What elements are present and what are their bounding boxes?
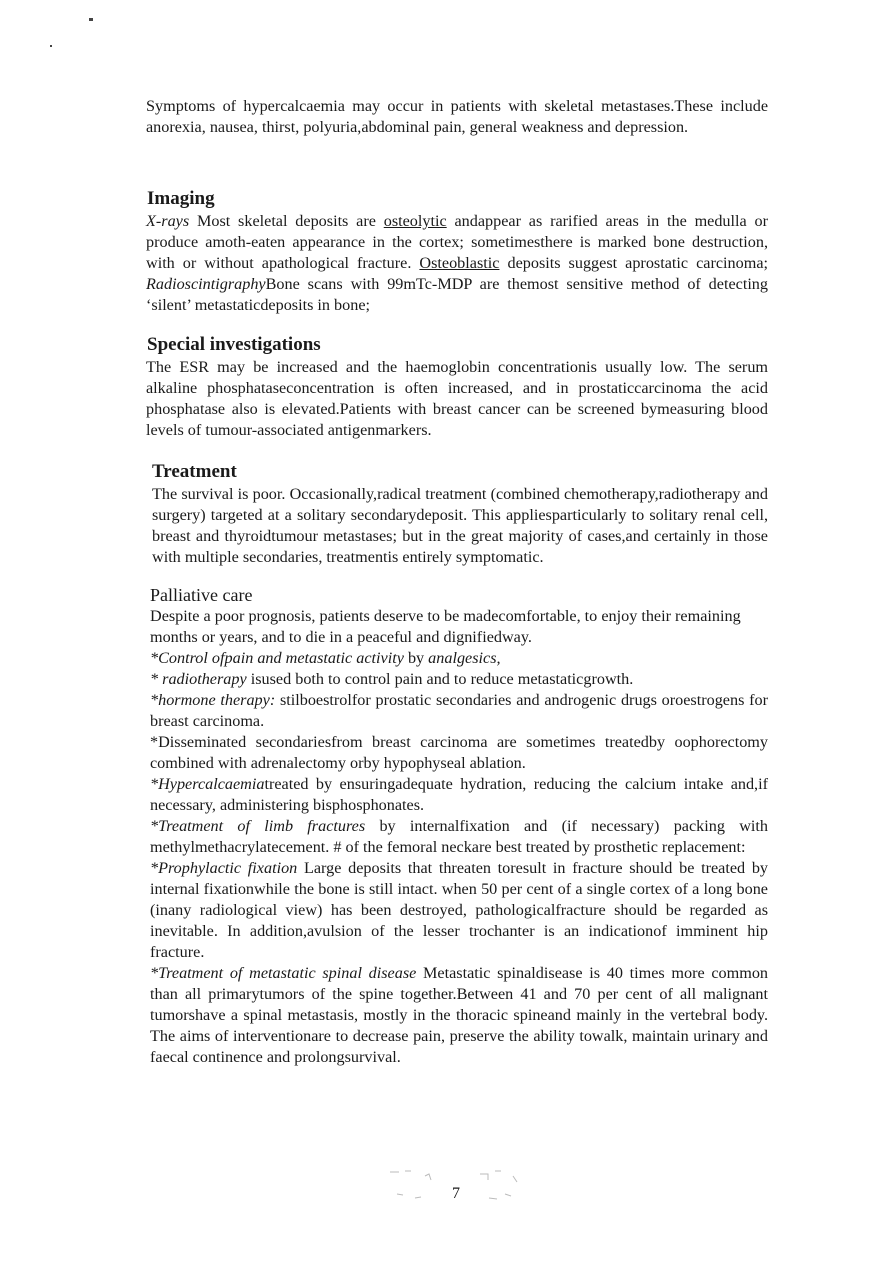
spinal-disease-item — [150, 963, 768, 1068]
radiotherapy-italic: * radiotherapy — [150, 670, 247, 688]
special-investigations-heading: Special investigations — [147, 334, 321, 355]
prophylactic-italic: *Prophylactic fixation — [150, 859, 298, 877]
treatment-section — [152, 461, 768, 568]
limb-fractures-italic: *Treatment of limb fractures — [150, 817, 366, 835]
imaging-text-1: Most skeletal deposits are — [189, 212, 384, 230]
limb-fractures-text: by internalfixation and (if necessary) packing with methylmethacrylatecement. # of the femoral neckare best treated by prosthetic replacement: — [150, 817, 768, 856]
treatment-heading: Treatment — [152, 461, 237, 482]
special-investigations-paragraph: The ESR may be increased and the haemoglobin concentrationis usually low. The serum alkaline phosphataseconcentration is often increased, and in prostaticcarcinoma the acid phosphatase also is elevated.Patients with breast cancer can be screened bymeasuring blood levels of tumour-associated antigenmarkers. — [146, 358, 768, 439]
special-investigations-section — [146, 334, 768, 441]
imaging-text-2: andappear as rarified areas in the medulla or produce amoth-eaten appearance in the cortex; sometimesthere is marked bone destruction, with or without apathological fracture. — [146, 212, 768, 272]
scan-speck — [89, 18, 93, 21]
palliative-section — [150, 584, 768, 1068]
page-number: 7 — [452, 1185, 460, 1202]
hypercalcaemia-text: treated by ensuringadequate hydration, reducing the calcium intake and,if necessary, administering bisphosphonates. — [150, 775, 768, 814]
disseminated-item: *Disseminated secondariesfrom breast carcinoma are sometimes treatedby oophorectomy combined with adrenalectomy orby hypophyseal ablation. — [150, 733, 768, 772]
osteolytic-term: osteolytic — [383, 212, 447, 230]
hormone-italic: *hormone therapy: — [150, 691, 276, 709]
imaging-section — [146, 188, 768, 316]
radiotherapy-item — [150, 669, 768, 690]
imaging-text-4: Bone scans with 99mTc-MDP are themost sensitive method of detecting ‘silent’ metastaticdeposits in bone; — [146, 275, 768, 314]
control-item — [150, 648, 768, 669]
prophylactic-text: Large deposits that threaten toresult in fracture should be treated by internal fixationwhile the bone is still intact. when 50 per cent of a single cortex of a long bone (inany radiological view) has been destroyed, pathologicalfracture should be regarded as inevitable. In addition,avulsion of the lesser trochanter is an indicationof imminent hip fracture. — [150, 859, 769, 961]
intro-section — [146, 96, 768, 138]
hormone-item — [150, 690, 768, 732]
spinal-disease-text: Metastatic spinaldisease is 40 times more common than all primarytumors of the spine together.Between 41 and 70 per cent of all malignant tumorshave a spinal metastasis, mostly in the thoracic spineand mainly in the vertebral body. The aims of interventionare to decrease pain, preserve the ability towalk, maintain urinary and faecal continence and prolongsurvival. — [150, 964, 769, 1066]
spinal-disease-italic: *Treatment of metastatic spinal disease — [150, 964, 417, 982]
palliative-intro-line-1: Despite a poor prognosis, patients deserve to be madecomfortable, to enjoy their remaining — [150, 607, 741, 625]
control-italic: *Control ofpain and metastatic activity — [150, 649, 404, 667]
control-analgesics: analgesics, — [428, 649, 501, 667]
hypercalcaemia-item — [150, 774, 768, 816]
imaging-text-3: deposits suggest aprostatic carcinoma; — [499, 254, 769, 272]
palliative-intro-line-2: months or years, and to die in a peaceful and dignifiedway. — [150, 628, 532, 646]
radiotherapy-text: isused both to control pain and to reduce metastaticgrowth. — [246, 670, 634, 688]
palliative-heading: Palliative care — [150, 585, 253, 605]
scan-noise — [385, 1168, 535, 1208]
osteoblastic-term: Osteoblastic — [419, 254, 500, 272]
radioscintigraphy-label: Radioscintigraphy — [146, 275, 266, 293]
intro-paragraph: Symptoms of hypercalcaemia may occur in patients with skeletal metastases.These include anorexia, nausea, thirst, polyuria,abdominal pain, general weakness and depression. — [146, 97, 768, 136]
imaging-heading: Imaging — [147, 188, 215, 209]
scan-speck — [50, 45, 52, 47]
imaging-paragraph — [146, 211, 768, 316]
prophylactic-item — [150, 858, 768, 963]
treatment-paragraph: The survival is poor. Occasionally,radical treatment (combined chemotherapy,radiotherapy and surgery) targeted at a solitary secondarydeposit. This appliesparticularly to solitary renal cell, breast and thyroidtumour metastases; but in the great majority of cases,and certainly in those with multiple secondaries, treatmentis entirely symptomatic. — [152, 485, 768, 566]
limb-fractures-item — [150, 816, 768, 858]
control-by: by — [403, 649, 429, 667]
hypercalcaemia-italic: *Hypercalcaemia — [150, 775, 265, 793]
xrays-label: X-rays — [146, 212, 190, 230]
hormone-text: stilboestrolfor prostatic secondaries and androgenic drugs oroestrogens for breast carcinoma. — [150, 691, 768, 730]
